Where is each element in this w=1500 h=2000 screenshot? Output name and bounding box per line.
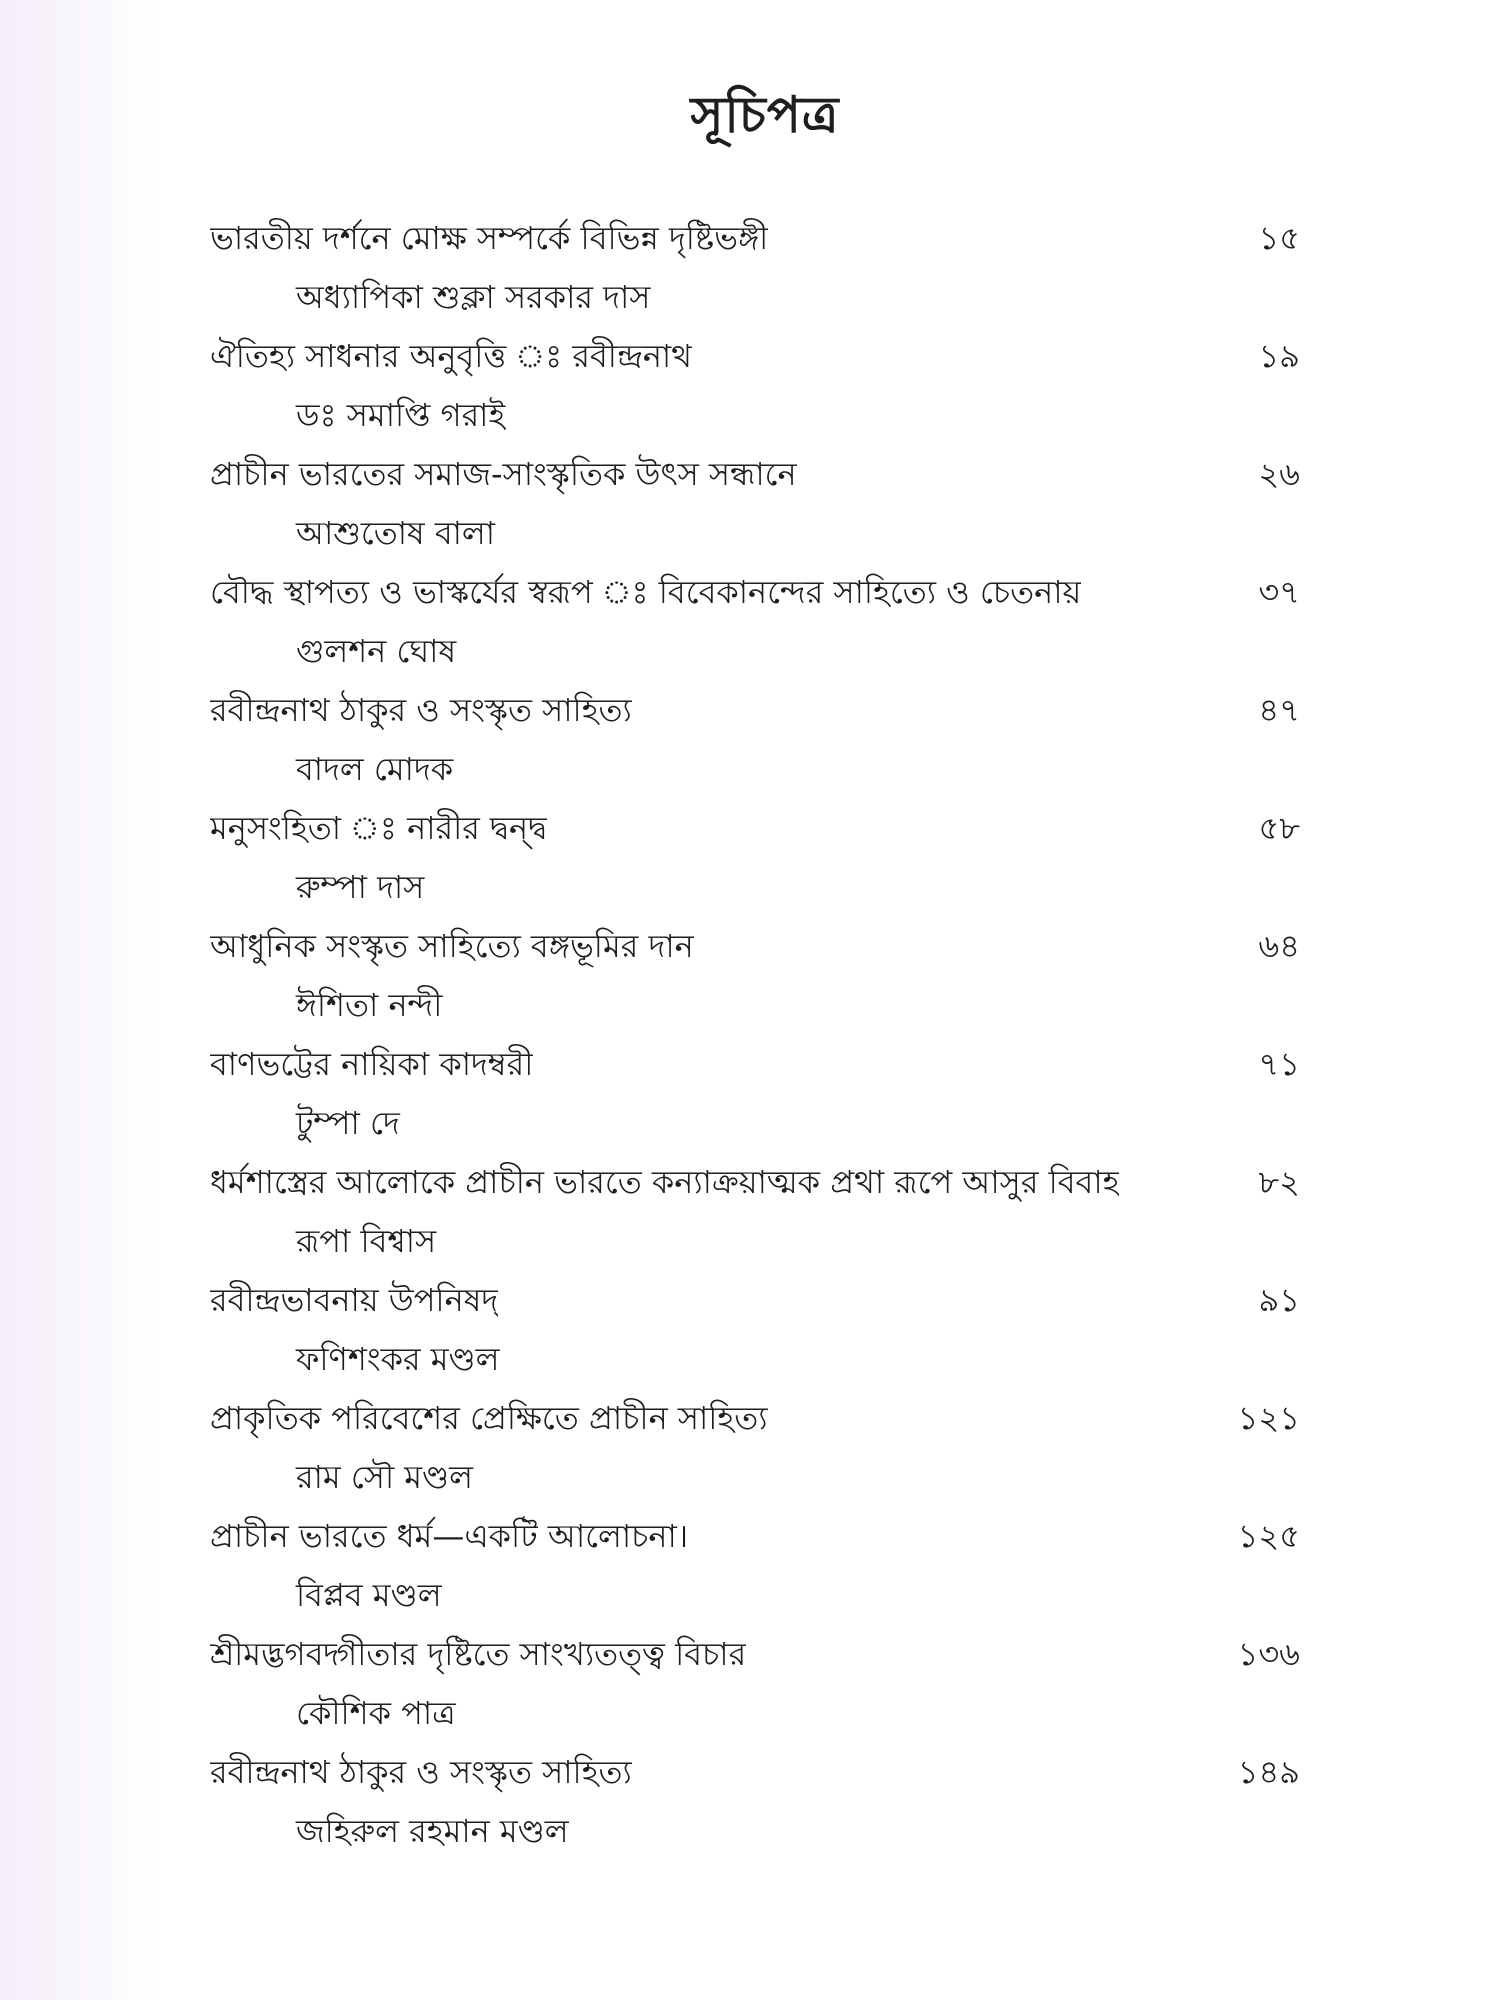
toc-entry-page-number: ১২৫ [1237, 1517, 1300, 1555]
toc-entry-author: বাদল মোদক [296, 750, 454, 788]
toc-entry [210, 1034, 1300, 1152]
toc-entry-page-number: ১৫ [1258, 219, 1300, 257]
toc-entry-title: প্রাচীন ভারতের সমাজ-সাংস্কৃতিক উৎস সন্ধানে [210, 455, 797, 493]
toc-entry [210, 326, 1300, 444]
toc-entry [210, 1152, 1300, 1270]
toc-entry-title: রবীন্দ্রভাবনায় উপনিষদ্ [210, 1281, 499, 1319]
toc-entry-title: মনুসংহিতা ঃ নারীর দ্বন্দ্ব [210, 809, 548, 847]
page-edge-shadow [0, 0, 165, 2000]
toc-entry [210, 1624, 1300, 1742]
toc-entry-page-number: ১৩৬ [1237, 1635, 1300, 1673]
toc-entry-page-number: ৮২ [1258, 1163, 1300, 1201]
toc-entry-page-number: ১২১ [1237, 1399, 1300, 1437]
toc-entry-title: বাণভট্টের নায়িকা কাদম্বরী [210, 1045, 534, 1083]
toc-entry-page-number: ১৪৯ [1237, 1753, 1300, 1791]
toc-entry-page-number: ৭১ [1258, 1045, 1300, 1083]
toc-entry-page-number: ১৯ [1258, 337, 1300, 375]
toc-entry-title: প্রাচীন ভারতে ধর্ম—একটি আলোচনা। [210, 1517, 689, 1555]
toc-entry-page-number: ৫৮ [1258, 809, 1300, 847]
toc-entry [210, 562, 1300, 680]
toc-entry-author: বিপ্লব মণ্ডল [296, 1576, 442, 1614]
toc-entry [210, 1270, 1300, 1388]
toc-entry [210, 444, 1300, 562]
toc-entry [210, 1388, 1300, 1506]
toc-entry-title: আধুনিক সংস্কৃত সাহিত্যে বঙ্গভূমির দান [210, 927, 694, 965]
toc-entry-title: ঐতিহ্য সাধনার অনুবৃত্তি ঃ রবীন্দ্রনাথ [210, 337, 692, 375]
toc-entry-author: জহিরুল রহমান মণ্ডল [296, 1812, 569, 1850]
toc-entry [210, 916, 1300, 1034]
toc-entry-title: রবীন্দ্রনাথ ঠাকুর ও সংস্কৃত সাহিত্য [210, 1753, 632, 1791]
toc-entry-author: ঈশিতা নন্দী [296, 986, 443, 1024]
toc-entry-title: শ্রীমদ্ভগবদ্গীতার দৃষ্টিতে সাংখ্যতত্ত্ব বিচার [210, 1635, 747, 1673]
toc-entry-author: কৌশিক পাত্র [296, 1694, 456, 1732]
toc-entry [210, 1742, 1300, 1860]
toc-entry-title: ধর্মশাস্ত্রের আলোকে প্রাচীন ভারতে কন্যাক্রয়াত্মক প্রথা রূপে আসুর বিবাহ [210, 1163, 1120, 1201]
toc-entry-author: ডঃ সমাপ্তি গরাই [296, 396, 506, 434]
toc-entry-title: রবীন্দ্রনাথ ঠাকুর ও সংস্কৃত সাহিত্য [210, 691, 632, 729]
toc-entry-page-number: ৬৪ [1258, 927, 1300, 965]
toc-entry-author: রূপা বিশ্বাস [296, 1222, 437, 1260]
toc-entry-author: অধ্যাপিকা শুক্লা সরকার দাস [296, 278, 651, 316]
toc-entry [210, 208, 1300, 326]
toc-entry-title: বৌদ্ধ স্থাপত্য ও ভাস্কর্যের স্বরূপ ঃ বিবেকানন্দের সাহিত্যে ও চেতনায় [210, 573, 1082, 611]
table-of-contents [210, 208, 1300, 1860]
toc-entry [210, 798, 1300, 916]
toc-entry [210, 680, 1300, 798]
toc-entry-page-number: ৪৭ [1258, 691, 1300, 729]
toc-entry [210, 1506, 1300, 1624]
toc-entry-author: গুলশন ঘোষ [296, 632, 457, 670]
toc-entry-page-number: ২৬ [1258, 455, 1300, 493]
toc-entry-author: রুম্পা দাস [296, 868, 425, 906]
toc-entry-author: আশুতোষ বালা [296, 514, 496, 552]
toc-entry-title: প্রাকৃতিক পরিবেশের প্রেক্ষিতে প্রাচীন সাহিত্য [210, 1399, 768, 1437]
toc-entry-author: ফণিশংকর মণ্ডল [296, 1340, 500, 1378]
toc-entry-title: ভারতীয় দর্শনে মোক্ষ সম্পর্কে বিভিন্ন দৃষ্টিভঙ্গী [210, 219, 769, 257]
page-title: সূচিপত্র [690, 86, 840, 144]
toc-entry-author: টুম্পা দে [296, 1104, 400, 1142]
toc-entry-author: রাম সৌ মণ্ডল [296, 1458, 474, 1496]
toc-entry-page-number: ৯১ [1258, 1281, 1300, 1319]
toc-entry-page-number: ৩৭ [1258, 573, 1300, 611]
